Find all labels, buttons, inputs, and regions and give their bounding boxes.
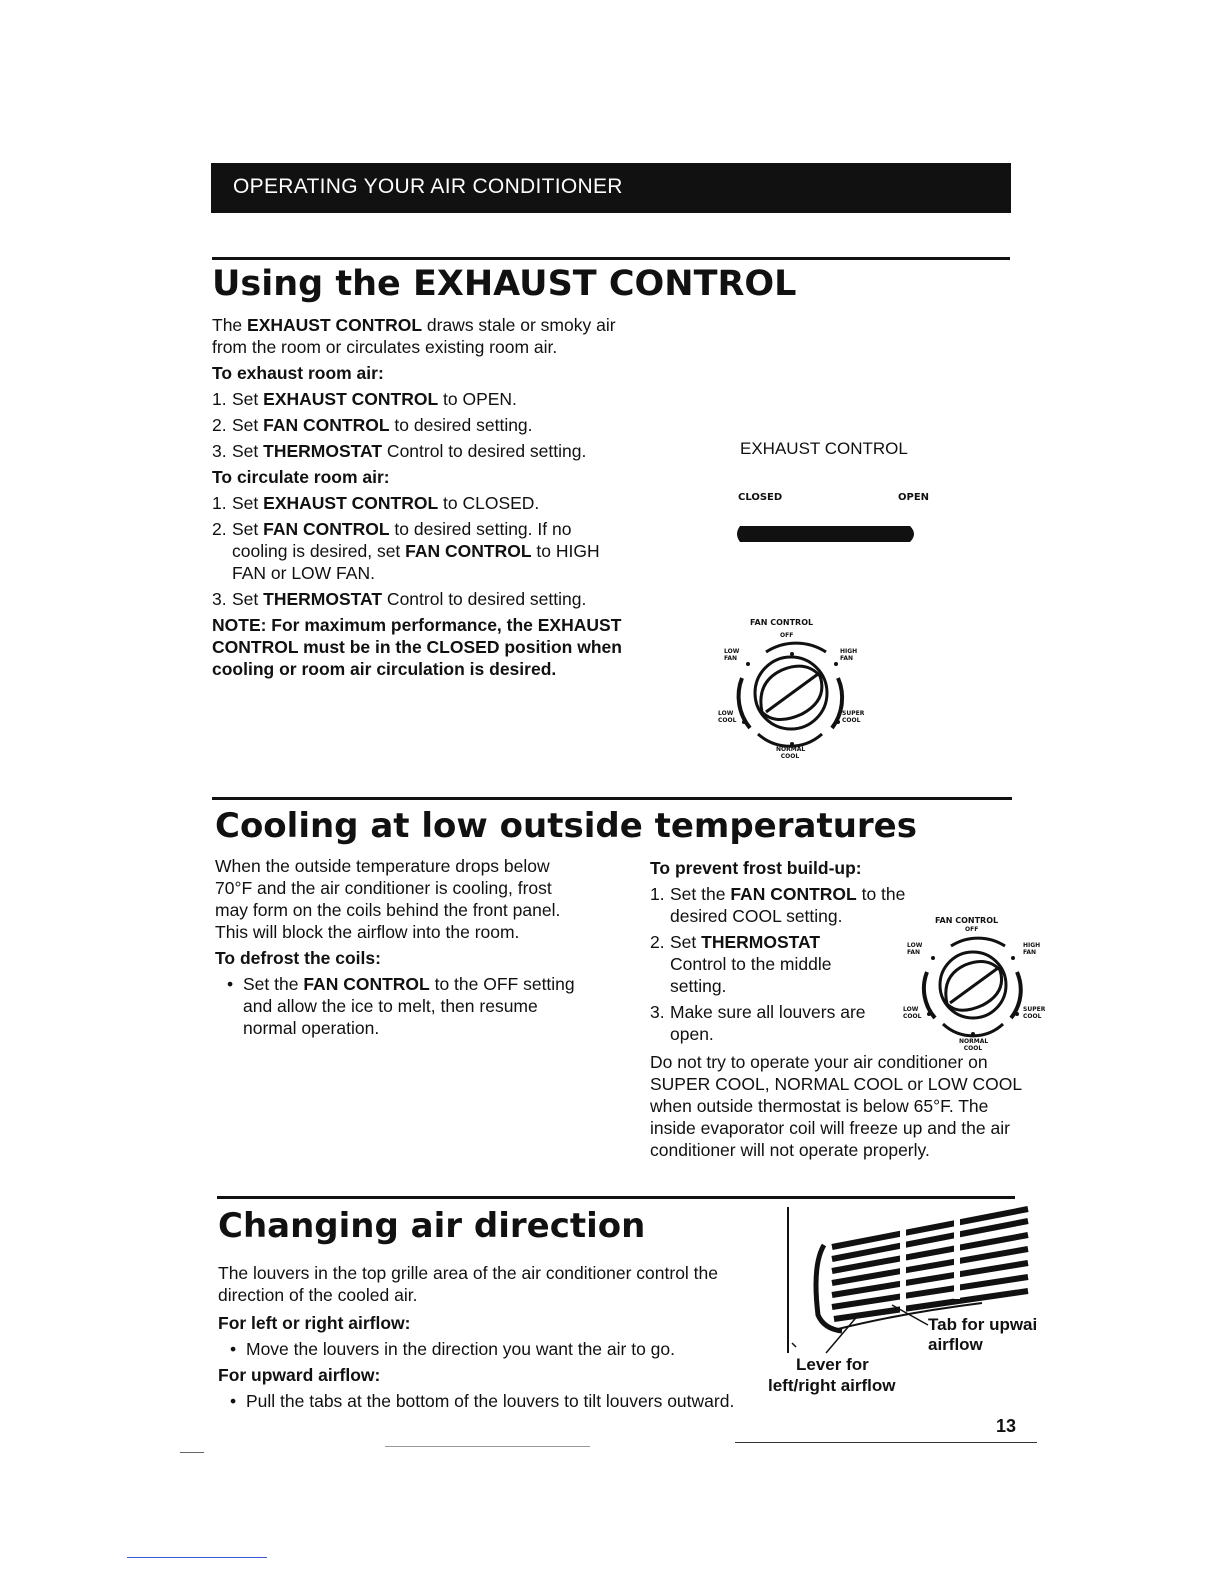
- section-title: OPERATING YOUR AIR CONDITIONER: [233, 175, 623, 198]
- exhaust-note: NOTE: For maximum performance, the EXHAUST CONTROL must be in the CLOSED position when cooling or room air circulation is desired.: [212, 615, 622, 679]
- prevent-step: 1. Set the FAN CONTROL to the desired COOL setting.: [650, 884, 906, 926]
- circulate-step: 2. Set FAN CONTROL to desired setting. If no cooling is desired, set FAN CONTROL to HIGH FAN or LOW FAN.: [212, 519, 600, 583]
- cooling-right-text: [650, 855, 906, 1049]
- defrost-title: To defrost the coils:: [215, 948, 381, 968]
- cooling-heading: Cooling at low outside temperatures: [215, 806, 917, 846]
- page-number: 13: [996, 1416, 1017, 1436]
- fan-dial-title: FAN CONTROL: [750, 618, 814, 627]
- circulate-step: 1. Set EXHAUST CONTROL to CLOSED.: [212, 493, 540, 513]
- tab-label-line2: airflow: [928, 1335, 983, 1354]
- cooling-intro: When the outside temperature drops below 70°F and the air conditioner is cooling, frost may form on the coils behind the front panel. This will block the airflow into the room.: [215, 856, 561, 942]
- exhaust-heading: Using the EXHAUST CONTROL: [212, 264, 797, 304]
- footer-rule: [385, 1446, 590, 1447]
- circulate-step: 3. Set THERMOSTAT Control to desired setting.: [212, 589, 587, 609]
- fan-dial-figure: FAN CONTROL OFF LOW FAN HIGH FAN LOW COOL SUPER COOL NORMAL COOL: [903, 916, 1046, 1052]
- edge-mark: [127, 1557, 267, 1558]
- cooling-left-text: [215, 855, 575, 1039]
- air-intro: The louvers in the top grille area of the air conditioner control the direction of the cooled air.: [218, 1263, 719, 1305]
- cooling-warning: Do not try to operate your air conditioner on SUPER COOL, NORMAL COOL or LOW COOL when outside thermostat is below 65°F. The inside evaporator coil will freeze up and the air conditioner will not operate properly.: [650, 1052, 1022, 1160]
- fan-dial-title: FAN CONTROL: [935, 916, 999, 925]
- footer-rule: [180, 1452, 204, 1453]
- section-rule: [217, 1196, 1015, 1199]
- circulate-room-title: To circulate room air:: [212, 467, 390, 487]
- exhaust-room-title: To exhaust room air:: [212, 363, 384, 383]
- defrost-bullet: • Set the FAN CONTROL to the OFF setting and allow the ice to melt, then resume normal operation.: [227, 974, 575, 1038]
- lr-airflow-bullet: • Move the louvers in the direction you want the air to go.: [230, 1339, 675, 1359]
- exhaust-slider-icon: [734, 524, 920, 544]
- section-rule: [212, 257, 1010, 260]
- up-airflow-bullet: • Pull the tabs at the bottom of the louvers to tilt louvers outward.: [230, 1391, 735, 1411]
- exhaust-step: 3. Set THERMOSTAT Control to desired setting.: [212, 441, 587, 461]
- lr-airflow-title: For left or right airflow:: [218, 1313, 411, 1333]
- lever-label: Lever for: [796, 1355, 869, 1374]
- exhaust-step: 2. Set FAN CONTROL to desired setting.: [212, 415, 533, 435]
- up-airflow-title: For upward airflow:: [218, 1365, 381, 1385]
- air-text: [218, 1262, 738, 1412]
- tab-label: Tab for upwai: [928, 1315, 1038, 1334]
- louver-grille-icon: [782, 1205, 1038, 1365]
- exhaust-text: [212, 314, 622, 680]
- exhaust-intro: The EXHAUST CONTROL draws stale or smoky air from the room or circulates existing room air.: [212, 315, 616, 357]
- prevent-step: 2. Set THERMOSTAT Control to the middle setting.: [650, 932, 832, 996]
- footer-rule: [735, 1442, 1037, 1443]
- exhaust-step: 1. Set EXHAUST CONTROL to OPEN.: [212, 389, 517, 409]
- lever-label-line2: left/right airflow: [768, 1376, 896, 1395]
- section-banner: [211, 163, 1011, 213]
- exhaust-figure-title: EXHAUST CONTROL: [740, 439, 908, 458]
- exhaust-open-label: OPEN: [898, 492, 930, 503]
- section-rule: [212, 797, 1012, 800]
- fan-dial-figure: FAN CONTROL OFF LOW FAN HIGH FAN LOW COOL SUPER COOL NORMAL COOL: [700, 610, 880, 780]
- prevent-title: To prevent frost build-up:: [650, 858, 862, 878]
- prevent-step: 3. Make sure all louvers are open.: [650, 1002, 866, 1044]
- exhaust-closed-label: CLOSED: [738, 492, 783, 503]
- air-heading: Changing air direction: [218, 1206, 646, 1246]
